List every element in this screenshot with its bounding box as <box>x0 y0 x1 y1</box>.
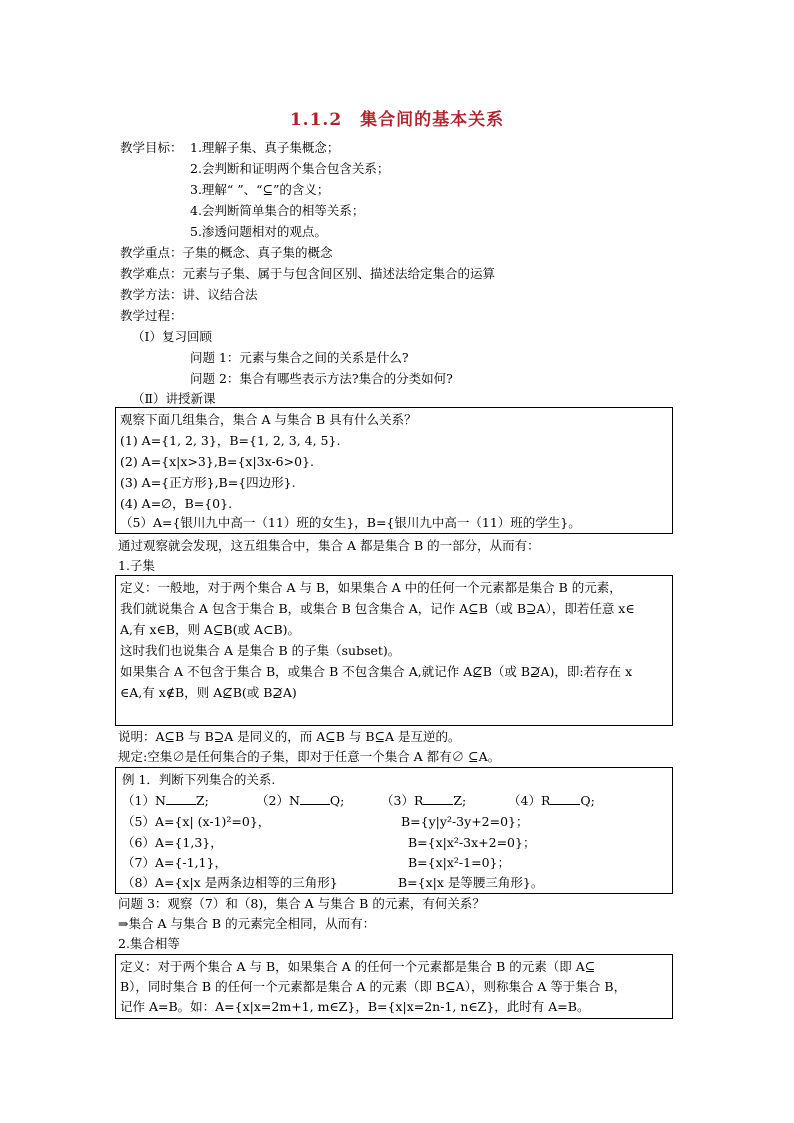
question-3: 问题 3：观察（7）和（8)，集合 A 与集合 B 的元素，有何关系？ <box>118 896 485 911</box>
pair-a: （6）A={1,3}， <box>122 835 223 850</box>
box1-line: (1) A={1, 2, 3}，B={1, 2, 3, 4, 5}. <box>120 433 341 448</box>
item-1-left: （1）N <box>122 793 166 808</box>
blank-4[interactable] <box>550 792 580 805</box>
pair-a: （7）A={-1,1}， <box>122 855 227 870</box>
box2-line: 这时我们也说集合 A 是集合 B 的子集（subset)。 <box>120 643 401 658</box>
box1-line: (2) A={x|x>3},B={x|3x-6>0}. <box>120 454 314 469</box>
box1-line: (3) A={正方形},B={四边形}. <box>120 475 296 490</box>
example-row-1 <box>122 791 209 811</box>
goal-item: 5.渗透问题相对的观点。 <box>190 224 327 239</box>
pair-b: B={y|y²-3y+2=0}； <box>401 814 529 829</box>
box1-line: (4) A=∅，B={0}. <box>120 496 233 511</box>
method: 教学方法：讲、议结合法 <box>120 287 258 302</box>
pair-b: B={x|x 是等腰三角形}。 <box>398 875 544 890</box>
box2-line: 定义：一般地，对于两个集合 A 与 B，如果集合 A 中的任何一个元素都是集合 B 的元素， <box>120 580 622 595</box>
box2-line: ∈A,有 x∉B，则 A⊈B(或 B⊉A) <box>120 685 297 700</box>
example-header: 例 1．判断下列集合的关系. <box>122 772 276 787</box>
item-1-right: Z; <box>195 793 209 808</box>
example-row-4 <box>508 791 595 811</box>
observation-box <box>115 407 673 534</box>
goal-item: 2.会判断和证明两个集合包含关系； <box>190 161 390 176</box>
subset-definition-box <box>115 575 673 726</box>
goals-label: 教学目标： <box>120 140 183 155</box>
explanation: 说明：A⊆B 与 B⊇A 是同义的，而 A⊆B 与 B⊆A 是互逆的。 <box>118 729 461 744</box>
pair-a: （8）A={x|x 是两条边相等的三角形} <box>122 875 338 890</box>
pair-a: （5）A={x| (x-1)²=0}， <box>122 814 271 829</box>
rule: 规定:空集∅是任何集合的子集，即对于任意一个集合 A 都有∅ ⊆A。 <box>118 749 501 764</box>
box2-line: A,有 x∈B，则 A⊆B(或 A⊂B)。 <box>120 622 301 637</box>
question-1: 问题 1：元素与集合之间的关系是什么? <box>190 350 409 365</box>
item-2-left: （2）N <box>256 793 300 808</box>
item-3-right: Z; <box>453 793 467 808</box>
question-2: 问题 2：集合有哪些表示方法?集合的分类如何? <box>190 371 453 386</box>
item-2-right: Q; <box>329 793 345 808</box>
key-point: 教学重点：子集的概念、真子集的概念 <box>120 245 333 260</box>
pair-b: B={x|x²-1=0}； <box>408 855 510 870</box>
box2-line: 我们就说集合 A 包含于集合 B，或集合 B 包含集合 A，记作 A⊆B（或 B⊇A），即若任意 x∈ <box>120 601 635 616</box>
box4-line: 记作 A=B。如：A={x|x=2m+1, m∈Z}，B={x|x=2n-1, n∈Z}，此时有 A=B。 <box>120 999 590 1014</box>
section-subset: 1.子集 <box>118 558 155 573</box>
process-label: 教学过程： <box>120 308 183 323</box>
goal-item: 4.会判断简单集合的相等关系； <box>190 203 365 218</box>
box2-line: 如果集合 A 不包含于集合 B，或集合 B 不包含集合 A,就记作 A⊈B（或 B⊉A)，即:若存在 x <box>120 664 633 679</box>
example-row-3 <box>381 791 466 811</box>
equality-definition-box <box>115 954 673 1019</box>
page-title: 1.1.2 集合间的基本关系 <box>289 110 505 130</box>
box4-line: B），同时集合 B 的任何一个元素都是集合 A 的元素（即 B⊆A），则称集合 A 等于集合 B， <box>120 979 627 994</box>
example-box <box>115 767 673 894</box>
box1-line: 观察下面几组集合，集合 A 与集合 B 具有什么关系？ <box>120 412 417 427</box>
section-equal: 2.集合相等 <box>118 936 180 951</box>
goal-item: 1.理解子集、真子集概念； <box>190 140 340 155</box>
blank-3[interactable] <box>423 792 453 805</box>
blank-1[interactable] <box>166 792 196 805</box>
difficulty: 教学难点：元素与子集、属于与包含间区别、描述法给定集合的运算 <box>120 266 496 281</box>
observe-text: 通过观察就会发现，这五组集合中，集合 A 都是集合 B 的一部分，从而有： <box>118 538 540 553</box>
item-4-left: （4）R <box>508 793 551 808</box>
arrow-line: ⇒集合 A 与集合 B 的元素完全相同，从而有： <box>118 916 376 931</box>
box4-line: 定义：对于两个集合 A 与 B，如果集合 A 的任何一个元素都是集合 B 的元素（即 A⊆ <box>120 959 596 974</box>
review-heading: （I）复习回顾 <box>132 329 212 344</box>
blank-2[interactable] <box>300 792 330 805</box>
item-3-left: （3）R <box>381 793 424 808</box>
box1-line: （5）A={银川九中高一（11）班的女生}，B={银川九中高一（11）班的学生}。 <box>120 515 581 530</box>
new-lesson-heading: （Ⅱ）讲授新课 <box>132 391 216 406</box>
item-4-right: Q; <box>580 793 595 808</box>
goal-item: 3.理解“ ”、“⊆”的含义； <box>190 182 330 197</box>
example-row-2 <box>256 791 344 811</box>
pair-b: B={x|x²-3x+2=0}； <box>408 835 536 850</box>
